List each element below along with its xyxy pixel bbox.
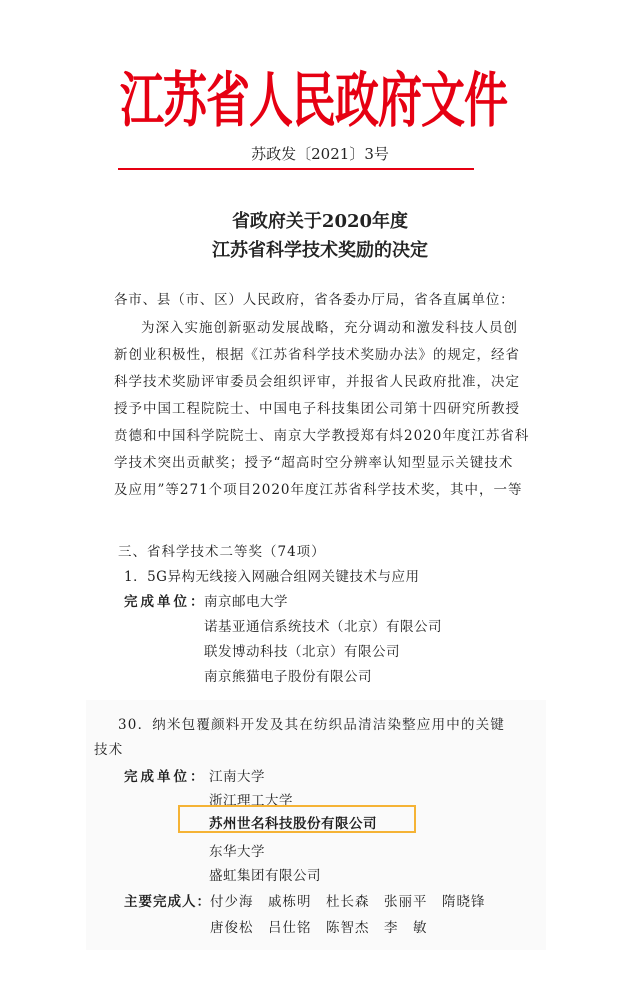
award-1-unit: 诺基亚通信系统技术（北京）有限公司 <box>204 619 442 635</box>
body-line-2: 新创业积极性，根据《江苏省科学技术奖励办法》的规定，经省 <box>114 347 520 363</box>
section-header-second-prize: 三、省科学技术二等奖（74项） <box>118 544 326 560</box>
document-header-title: 江苏省人民政府文件 <box>120 66 507 136</box>
red-divider-rule <box>118 168 474 170</box>
award-30-unit: 浙江理工大学 <box>209 793 293 809</box>
document-number: 苏政发〔2021〕3号 <box>251 145 389 163</box>
award-1-unit: 南京熊猫电子股份有限公司 <box>204 669 372 685</box>
addressee-line: 各市、县（市、区）人民政府，省各委办厅局，省各直属单位： <box>114 292 515 308</box>
body-line-3: 科学技术奖励评审委员会组织评审，并报省人民政府批准，决定 <box>114 374 520 390</box>
award-30-units-label: 完成单位： <box>124 769 207 785</box>
award-1-unit: 联发博动科技（北京）有限公司 <box>204 644 400 660</box>
body-line-7: 及应用”等271个项目2020年度江苏省科学技术奖，其中，一等 <box>114 482 523 498</box>
award-30-title-line1: 30．纳米包覆颜料开发及其在纺织品清洁染整应用中的关键 <box>118 717 506 733</box>
award-30-people-label: 主要完成人： <box>124 894 211 910</box>
highlight-box <box>178 805 416 833</box>
body-line-1: 为深入实施创新驱动发展战略，充分调动和激发科技人员创 <box>141 320 518 336</box>
award-30-people-row2: 唐俊松 吕仕铭 陈智杰 李 敏 <box>210 920 428 936</box>
award-30-unit: 盛虹集团有限公司 <box>209 868 321 884</box>
award-1-unit: 南京邮电大学 <box>204 594 288 610</box>
award-30-people-row1: 付少海 戚栋明 杜长森 张丽平 隋晓锋 <box>210 894 486 910</box>
award-30-unit: 江南大学 <box>209 769 265 785</box>
award-30-unit: 东华大学 <box>209 844 265 860</box>
body-line-5: 贲德和中国科学院院士、南京大学教授郑有炓2020年度江苏省科 <box>114 428 530 444</box>
body-line-6: 学技术突出贡献奖；授予“超高时空分辨率认知型显示关键技术 <box>114 455 514 471</box>
award-30-unit-highlighted: 苏州世名科技股份有限公司 <box>209 816 377 832</box>
body-line-4: 授予中国工程院院士、中国电子科技集团公司第十四研究所教授 <box>114 401 520 417</box>
award-1-units-label: 完成单位： <box>124 594 207 610</box>
decision-title-line2: 江苏省科学技术奖励的决定 <box>212 240 428 261</box>
award-1-title: 1．5G异构无线接入网融合组网关键技术与应用 <box>124 569 420 585</box>
award-30-title-line2: 技术 <box>94 742 124 758</box>
decision-title-line1: 省政府关于2020年度 <box>231 211 409 232</box>
